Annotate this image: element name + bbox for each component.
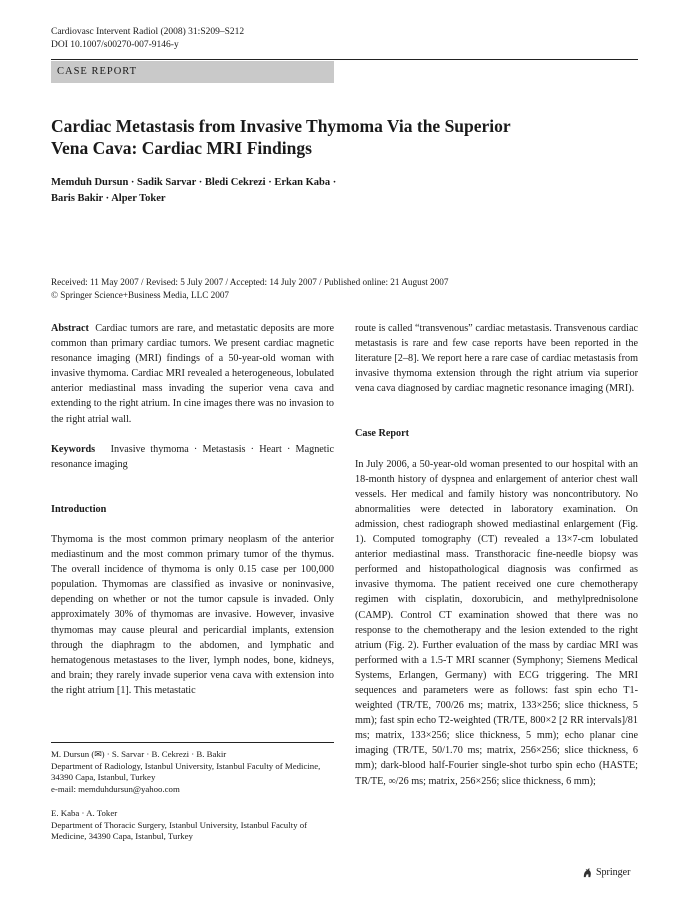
title-line-2: Vena Cava: Cardiac MRI Findings	[51, 138, 312, 158]
intro-continuation: route is called “transvenous” cardiac metastasis. Transvenous cardiac metastasis is rare and few case reports have been reported in the literature [2–8]. We report here a rare case of cardiac metastasis from invasive thymoma extension through the right atrium via superior vena cava diagnosed by cardiac magnetic resonance imaging (MRI).	[355, 323, 638, 395]
right-column	[355, 321, 638, 789]
introduction-text: Thymoma is the most common primary neoplasm of the anterior mediastinum and the most common primary tumor of the thymus. The overall incidence of thymoma is only 0.15 case per 100,000 population. Thymomas are classified as invasive or noninvasive, depending on whether or not the tumor capsule is invaded. Only approximately 30% of thymomas are invasive. However, invasive thymomas may cause pleural and pericardial implants, extension through the diaphragm to the abdomen, and lymphatic and hematogenous metastases to the liver, lymph nodes, bone, kidneys, and brain; they rarely invade superior vena cava with extension into the right atrium [1]. This metastatic	[51, 533, 334, 696]
abstract	[51, 321, 334, 427]
article-title	[51, 115, 631, 159]
affiliation-1-email: e-mail: memduhdursun@yahoo.com	[51, 783, 180, 794]
header-rule	[51, 59, 638, 60]
authors-line-2: Baris Bakir · Alper Toker	[51, 193, 166, 204]
introduction-heading: Introduction	[51, 503, 107, 515]
doi-line: DOI 10.1007/s00270-007-9146-y	[51, 40, 179, 50]
affiliation-2-department: Department of Thoracic Surgery, Istanbul University, Istanbul Faculty of Medicine, 34390 Capa, Istanbul, Turkey	[51, 819, 308, 841]
affiliation-1-department: Department of Radiology, Istanbul University, Istanbul Faculty of Medicine, 34390 Capa, Istanbul, Turkey	[51, 760, 321, 782]
springer-horse-icon	[582, 867, 593, 878]
left-column	[51, 321, 334, 698]
case-report-heading: Case Report	[355, 428, 410, 440]
journal-header	[51, 26, 244, 52]
case-report-text: In July 2006, a 50-year-old woman presented to our hospital with an 18-month history of dyspnea and enlargement of anterior chest wall vessels. Her medical and family history was noncontributory. No abnormalities were detected in laboratory examination. On admission, chest radiograph showed mediastinal enlargement (Fig. 1). Computed tomography (CT) revealed a 13×7-cm lobulated anterior mediastinal mass. Transthoracic fine-needle biopsy was performed and histopathological diagnosis was confirmed as invasive thymoma. The patient received one cure chemotherapy regimen with cisplatin, doxorubicin, and methylprednisolone (CAMP). Control CT examination showed that there was no response to the chemotherapy and the lesion extended to the right atrium (Fig. 2). Further evaluation of the mass by cardiac MRI was performed with a 1.5-T MRI scanner (Symphony; Siemens Medical Systems, Erlangen, Germany) with ECG triggering. The MRI sequences and parameters were as follows: fast spin echo T1-weighted (TR/TE, 700/26 ms; matrix, 133×256; slice thickness, 5 mm); fast spin echo T2-weighted (TR/TE, 800×2 [2 RR intervals]/81 ms; matrix, 133×256; slice thickness, 5 mm); echo planar cine imaging (TR/TE, 50/1.70 ms; matrix, 256×256; slice thickness, 6 mm); dark-blood half-Fourier single-shot turbo spin echo (HASTE; TR/TE, ∞/26 ms; matrix, 256×256; slice thickness, 6 mm);	[355, 458, 638, 787]
title-line-1: Cardiac Metastasis from Invasive Thymoma Via the Superior	[51, 116, 511, 136]
affiliation-thoracic	[51, 808, 334, 843]
copyright-line: © Springer Science+Business Media, LLC 2007	[51, 289, 230, 300]
affiliation-2-names: E. Kaba · A. Toker	[51, 808, 118, 818]
author-list	[51, 175, 571, 207]
footnote-rule	[51, 742, 334, 743]
section-band: CASE REPORT	[51, 61, 334, 83]
history-dates: Received: 11 May 2007 / Revised: 5 July 2007 / Accepted: 14 July 2007 / Published online: 21 August 2007	[51, 277, 449, 287]
publisher-name: Springer	[596, 867, 631, 878]
affiliation-radiology	[51, 749, 334, 795]
abstract-text: Cardiac tumors are rare, and metastatic deposits are more common than primary cardiac tumors. We present cardiac magnetic resonance imaging (MRI) findings of a 50-year-old woman with invasive thymoma. Cardiac MRI revealed a heterogeneous, lobulated anterior mediastinal mass invading the superior vena cava and extending to the right atrium. In cine images there was no invasion to the right atrial wall.	[51, 323, 335, 425]
keywords-text: Invasive thymoma · Metastasis · Heart · Magnetic resonance imaging	[51, 443, 334, 470]
keywords-label: Keywords	[51, 443, 96, 455]
publication-history	[51, 276, 641, 301]
publisher-mark	[582, 867, 630, 878]
journal-citation: Cardiovasc Intervent Radiol (2008) 31:S209–S212	[51, 27, 245, 37]
authors-line-1: Memduh Dursun · Sadik Sarvar · Bledi Cekrezi · Erkan Kaba ·	[51, 177, 337, 188]
abstract-label: Abstract	[51, 323, 89, 334]
affiliation-1-names: M. Dursun (✉) · S. Sarvar · B. Cekrezi · B. Bakir	[51, 749, 227, 759]
keywords	[51, 442, 334, 472]
